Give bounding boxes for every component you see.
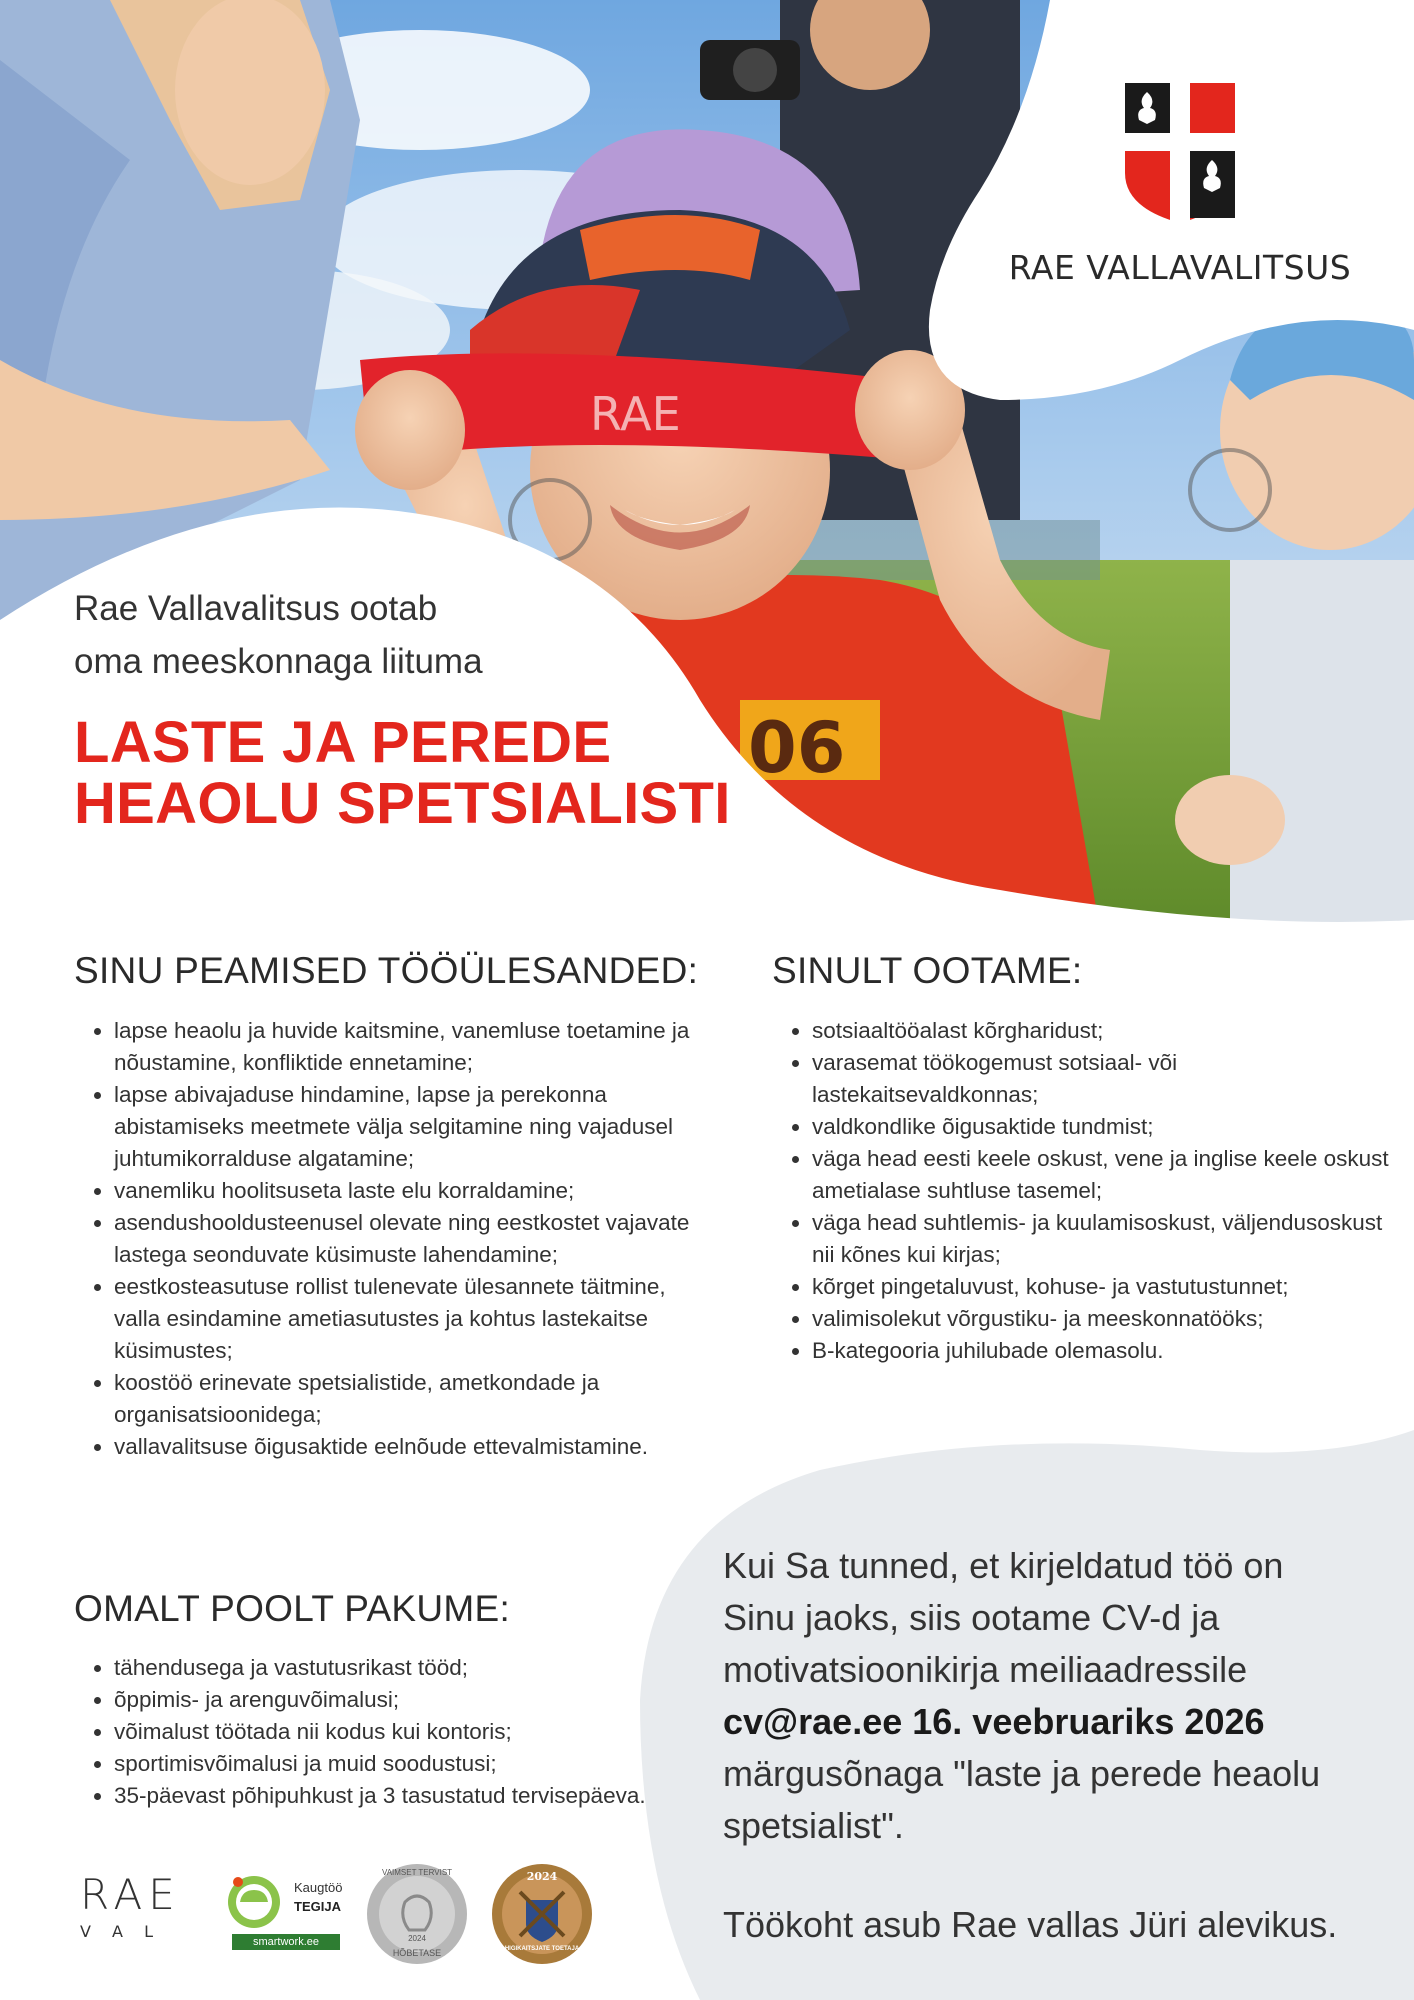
job-location: Töökoht asub Rae vallas Jüri alevikus. <box>723 1904 1338 1945</box>
headline-line-2: HEAOLU SPETSIALISTI <box>74 771 731 836</box>
org-name: RAE VALLAVALITSUS <box>1008 248 1352 287</box>
list-item: • õppimis- ja arenguvõimalusi; <box>114 1684 674 1716</box>
list-item: • vanemliku hoolitsuseta laste elu korraldamine; <box>114 1175 714 1207</box>
kaugtoo-e-icon <box>222 1872 292 1932</box>
kaugtoo-label: Kaugtöö <box>294 1880 343 1895</box>
vigastuste-badge <box>490 1862 594 1966</box>
list-item: • lapse abivajaduse hindamine, lapse ja perekonna abistamiseks meetmete välja selgitamine ning vajadusel juhtumikorralduse algatamine; <box>114 1079 714 1175</box>
kaugtoo-label-bold: TEGIJA <box>294 1899 341 1914</box>
list-item: • võimalust töötada nii kodus kui kontoris; <box>114 1716 674 1748</box>
contact-line-3: motivatsioonikirja meiliaadressile <box>723 1649 1248 1690</box>
contact-line-1: Kui Sa tunned, et kirjeldatud töö on <box>723 1545 1284 1586</box>
intro-line-1: Rae Vallavalitsus ootab <box>74 589 438 628</box>
list-item: • 35-päevast põhipuhkust ja 3 tasustatud tervisepäeva. <box>114 1780 674 1812</box>
list-item: • sotsiaaltööalast kõrgharidust; <box>812 1015 1392 1047</box>
contact-line-6: spetsialist". <box>723 1805 904 1846</box>
list-item: • tähendusega ja vastutusrikast tööd; <box>114 1652 674 1684</box>
list-item: • sportimisvõimalusi ja muid soodustusi; <box>114 1748 674 1780</box>
list-item: • vallavalitsuse õigusaktide eelnõude ettevalmistamine. <box>114 1431 714 1463</box>
rae-logo-sub: V A L <box>80 1922 161 1941</box>
list-item: • kõrget pingetaluvust, kohuse- ja vastutustunnet; <box>812 1271 1392 1303</box>
list-item: • koostöö erinevate spetsialistide, ametkondade ja organisatsioonidega; <box>114 1367 714 1431</box>
requirements-list <box>772 1015 1392 1367</box>
contact-line-2: Sinu jaoks, siis ootame CV-d ja <box>723 1597 1220 1638</box>
coat-of-arms-icon <box>1120 78 1240 228</box>
job-title-headline <box>74 712 731 834</box>
tasks-title: SINU PEAMISED TÖÖÜLESANDED: <box>74 950 699 991</box>
list-item: • lapse heaolu ja huvide kaitsmine, vanemluse toetamine ja nõustamine, konfliktide ennetamine; <box>114 1015 714 1079</box>
headline-line-1: LASTE JA PEREDE <box>74 710 612 775</box>
contact-line-5: märgusõnaga "laste ja perede heaolu <box>723 1753 1321 1794</box>
list-item: • asendushooldusteenusel olevate ning eestkostet vajavate lastega seonduvate küsimuste lahendamine; <box>114 1207 714 1271</box>
intro-line-2: oma meeskonnaga liituma <box>74 642 483 681</box>
svg-text:RAE: RAE <box>590 387 681 441</box>
list-item: • eestkosteasutuse rollist tulenevate ülesannete täitmine, valla esindamine ametiasutustes ja kohtus lastekaitse küsimustes; <box>114 1271 714 1367</box>
list-item: • väga head eesti keele oskust, vene ja inglise keele oskust ametialase suhtluse tasemel; <box>812 1143 1392 1207</box>
kaugtoo-url: smartwork.ee <box>232 1934 340 1950</box>
offers-title: OMALT POOLT PAKUME: <box>74 1588 511 1629</box>
offers-list <box>74 1652 674 1812</box>
vaimset-top: VAIMSET TERVIST <box>381 1868 453 1877</box>
requirements-title: SINULT OOTAME: <box>772 950 1083 991</box>
vaimset-tervist-badge <box>365 1862 469 1966</box>
list-item: • valimisolekut võrgustiku- ja meeskonnatööks; <box>812 1303 1392 1335</box>
kaugtoo-badge <box>222 1872 352 1952</box>
vaimset-bottom: HÕBETASE <box>392 1948 442 1958</box>
vaimset-year: 2024 <box>408 1934 426 1943</box>
tasks-list <box>74 1015 714 1463</box>
rae-logo-text: RAE <box>80 1870 181 1919</box>
intro-text <box>74 582 483 688</box>
contact-email-deadline[interactable]: cv@rae.ee 16. veebruariks 2026 <box>723 1701 1265 1742</box>
contact-text <box>723 1540 1383 1852</box>
list-item: • B-kategooria juhilubade olemasolu. <box>812 1335 1392 1367</box>
list-item: • valdkondlike õigusaktide tundmist; <box>812 1111 1392 1143</box>
rae-logo-badge <box>80 1872 190 1952</box>
vigastuste-year: 2024 <box>526 1870 558 1883</box>
list-item: • varasemat töökogemust sotsiaal- või lastekaitsevaldkonnas; <box>812 1047 1392 1111</box>
svg-text:06: 06 <box>748 707 846 789</box>
vigastuste-text: HIGIKAITSJATE TOETAJA <box>504 1946 580 1952</box>
list-item: • väga head suhtlemis- ja kuulamisoskust, väljendusoskust nii kõnes kui kirjas; <box>812 1207 1392 1271</box>
